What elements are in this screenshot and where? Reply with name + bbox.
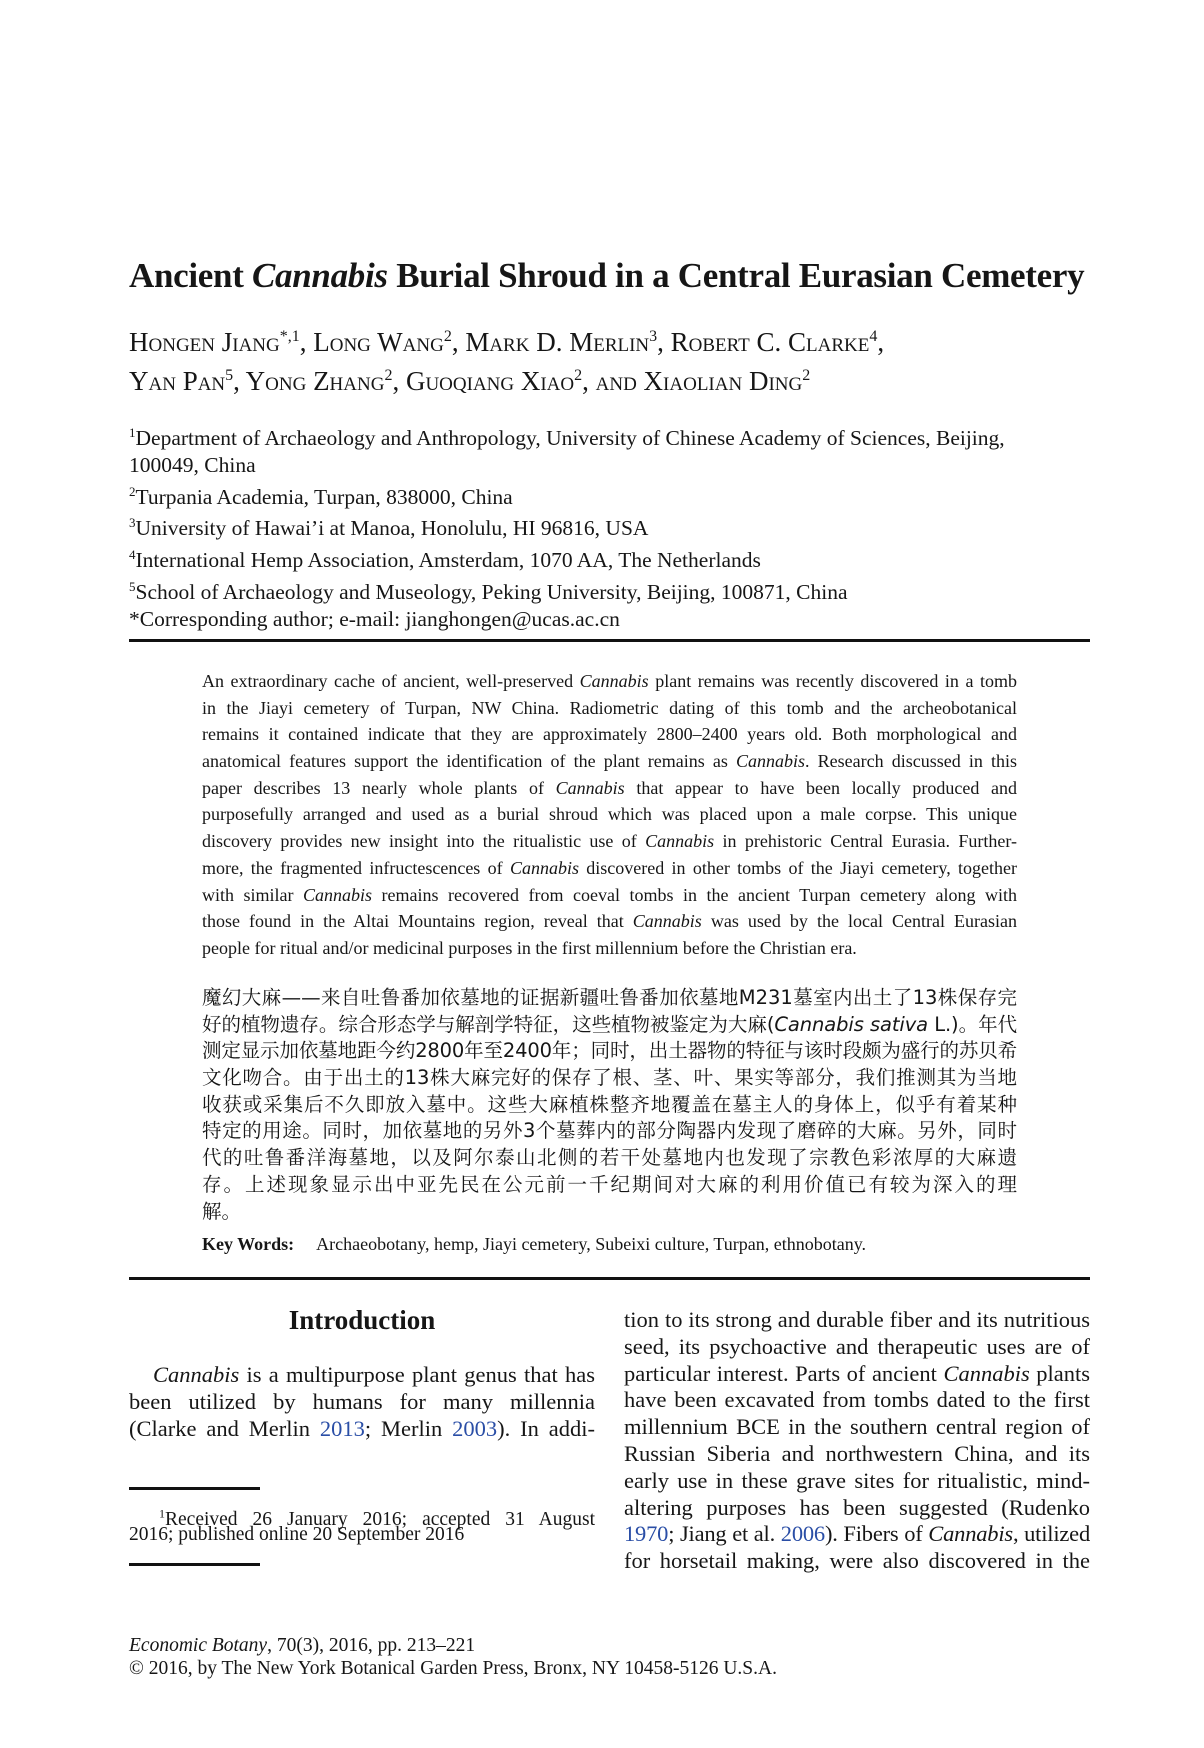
keywords-label: Key Words: bbox=[202, 1234, 295, 1254]
text: 收获或采集后不久即放入墓中。这些大麻植株整齐地覆盖在墓主人的身体上，似乎有着某种 bbox=[202, 1092, 1017, 1116]
author-affiliation-marker: 5 bbox=[225, 367, 234, 384]
text: L.)。年代 bbox=[928, 1012, 1017, 1036]
text-line bbox=[624, 1468, 1090, 1495]
text-line bbox=[129, 1362, 595, 1389]
author-separator: , bbox=[877, 327, 885, 357]
author-separator: , and bbox=[582, 366, 644, 396]
text-line bbox=[624, 1495, 1090, 1522]
italic-term: Cannabis bbox=[555, 777, 625, 798]
text: millennium BCE in the southern central region of bbox=[624, 1414, 1090, 1440]
text-line bbox=[202, 695, 1017, 722]
affiliations bbox=[129, 420, 1005, 633]
text: remains it contained indicate that they are approximately 2800–2400 years old. Both morphological and bbox=[202, 724, 1017, 745]
text: (Clarke and Merlin bbox=[129, 1415, 320, 1441]
affiliation bbox=[129, 542, 1005, 574]
text: ; Merlin bbox=[364, 1415, 453, 1441]
text: more, the fragmented infructescences of bbox=[202, 857, 510, 878]
footnote-line bbox=[129, 1502, 595, 1530]
italic-term: Cannabis bbox=[303, 884, 373, 905]
affiliation-text: School of Archaeology and Museology, Peking University, Beijing, 100871, China bbox=[135, 580, 848, 605]
text: ). Fibers of bbox=[824, 1521, 929, 1547]
abstract bbox=[202, 668, 1017, 962]
author-name: Xiaolian Ding bbox=[643, 366, 803, 396]
text: . Research discussed in this bbox=[805, 751, 1017, 772]
italic-term: Cannabis bbox=[645, 831, 715, 852]
text-line bbox=[202, 882, 1017, 909]
text: early use in these grave sites for ritualistic, mind- bbox=[624, 1467, 1090, 1493]
copyright: © 2016, by The New York Botanical Garden Press, Bronx, NY 10458-5126 U.S.A. bbox=[129, 1658, 777, 1679]
text: purposefully arranged and used as a burial shroud which was placed upon a male corpse. This unique bbox=[202, 804, 1017, 825]
author-list bbox=[129, 320, 884, 398]
text: 好的植物遗存。综合形态学与解剖学特征，这些植物被鉴定为大麻( bbox=[202, 1012, 775, 1036]
footnote-text: Received 26 January 2016; accepted 31 August bbox=[165, 1508, 595, 1530]
text: seed, its psychoactive and therapeutic uses are of bbox=[624, 1333, 1090, 1359]
affiliation-text: International Hemp Association, Amsterdam, 1070 AA, The Netherlands bbox=[135, 548, 761, 573]
text: in prehistoric Central Eurasia. Further- bbox=[714, 831, 1017, 852]
affiliation-text: University of Hawai’i at Manoa, Honolulu, HI 96816, USA bbox=[135, 516, 649, 541]
text: An extraordinary cache of ancient, well-preserved bbox=[202, 671, 580, 691]
text: 存。上述现象显示出中亚先民在公元前一千纪期间对大麻的利用价值已有较为深入的理 bbox=[202, 1172, 1017, 1196]
affiliation bbox=[129, 479, 1005, 511]
author-name: Yan Pan bbox=[129, 366, 226, 396]
text-line bbox=[202, 935, 1017, 962]
text-line bbox=[202, 985, 1017, 1012]
paper-title bbox=[129, 256, 1084, 296]
text-line bbox=[202, 828, 1017, 855]
author-name: Robert C. Clarke bbox=[670, 327, 870, 357]
text-line bbox=[202, 1172, 1017, 1199]
text-line bbox=[202, 748, 1017, 775]
text: tion to its strong and durable fiber and its nutritious bbox=[624, 1307, 1090, 1332]
title-text: Burial Shroud in a Central Eurasian Cemetery bbox=[387, 256, 1085, 295]
affiliation-text: Turpania Academia, Turpan, 838000, China bbox=[135, 484, 513, 509]
italic-term: Cannabis bbox=[943, 1360, 1030, 1386]
text: 代的吐鲁番洋海墓地，以及阿尔泰山北侧的若干处墓地内也发现了宗教色彩浓厚的大麻遗 bbox=[202, 1146, 1017, 1170]
affiliation-marker: 5 bbox=[129, 579, 136, 595]
footnote bbox=[129, 1502, 595, 1546]
author-name: Mark D. Merlin bbox=[465, 327, 650, 357]
text: that appear to have been locally produced and bbox=[624, 777, 1017, 798]
author-separator: , bbox=[233, 366, 246, 396]
text: is a multipurpose plant genus that has bbox=[239, 1362, 595, 1387]
affiliation-text: Department of Archaeology and Anthropology, University of Chinese Academy of Sciences, Beijing, bbox=[135, 426, 1005, 451]
text-line bbox=[624, 1521, 1090, 1548]
text-line bbox=[129, 1416, 595, 1443]
section-heading: Introduction bbox=[288, 1305, 436, 1335]
text-line bbox=[624, 1387, 1090, 1414]
text-line bbox=[202, 908, 1017, 935]
text: discovered in other tombs of the Jiayi cemetery, together bbox=[578, 857, 1017, 878]
italic-term: Cannabis bbox=[928, 1521, 1013, 1547]
text-line bbox=[202, 1065, 1017, 1092]
text: 文化吻合。由于出土的13株大麻完好的保存了根、茎、叶、果实等部分，我们推测其为当地 bbox=[202, 1066, 1017, 1090]
footnote-rule bbox=[129, 1487, 260, 1490]
text-line bbox=[202, 1145, 1017, 1172]
text-line bbox=[202, 1012, 1017, 1039]
text: people for ritual and/or medicinal purposes in the first millennium before the Christian era. bbox=[202, 937, 857, 958]
italic-term: Cannabis sativa bbox=[774, 1012, 929, 1036]
affiliation-text: 100049, China bbox=[129, 452, 256, 477]
author-name: Long Wang bbox=[313, 327, 444, 357]
text-line bbox=[202, 1199, 1017, 1226]
text-line bbox=[202, 775, 1017, 802]
author-line bbox=[129, 359, 884, 398]
affiliation-marker: 4 bbox=[129, 547, 136, 563]
citation-link[interactable]: 2003 bbox=[452, 1415, 498, 1441]
footnote-rule bbox=[129, 1563, 260, 1566]
citation-link[interactable]: 1970 bbox=[624, 1521, 669, 1547]
text: 特定的用途。同时，加依墓地的另外3个墓葬内的部分陶器内发现了磨碎的大麻。另外，同时 bbox=[202, 1119, 1017, 1143]
text: ). In addi- bbox=[497, 1415, 595, 1441]
text: with similar bbox=[202, 884, 304, 905]
keywords bbox=[202, 1234, 866, 1255]
text: plant remains was recently discovered in a tomb bbox=[648, 671, 1017, 691]
author-affiliation-marker: 2 bbox=[574, 367, 583, 384]
author-separator: , bbox=[299, 327, 314, 357]
author-affiliation-marker: 3 bbox=[649, 328, 658, 345]
text-line bbox=[202, 1118, 1017, 1145]
text: 解。 bbox=[202, 1199, 242, 1223]
divider bbox=[129, 1277, 1090, 1280]
text-line bbox=[624, 1361, 1090, 1388]
citation-link[interactable]: 2006 bbox=[780, 1521, 825, 1547]
text: paper describes 13 nearly whole plants of bbox=[202, 777, 556, 798]
text: particular interest. Parts of ancient bbox=[624, 1360, 944, 1386]
text: anatomical features support the identification of the plant remains as bbox=[202, 751, 737, 772]
text: 魔幻大麻——来自吐鲁番加依墓地的证据新疆吐鲁番加依墓地M231墓室内出土了13株保存完 bbox=[202, 986, 1017, 1009]
text-line bbox=[624, 1441, 1090, 1468]
text: been utilized by humans for many millennia bbox=[129, 1388, 595, 1414]
author-affiliation-marker: *,1 bbox=[279, 328, 300, 345]
author-affiliation-marker: 2 bbox=[443, 328, 452, 345]
author-name: Guoqiang Xiao bbox=[405, 366, 575, 396]
text: Russian Siberia and northwestern China, and its bbox=[624, 1440, 1090, 1466]
text: in the Jiayi cemetery of Turpan, NW China. Radiometric dating of this tomb and the archeobotanical bbox=[202, 697, 1017, 718]
affiliation bbox=[129, 574, 1005, 606]
chinese-abstract bbox=[202, 985, 1017, 1225]
affiliation bbox=[129, 510, 1005, 542]
journal-footer bbox=[129, 1634, 777, 1680]
affiliation bbox=[129, 606, 1005, 633]
text: 测定显示加依墓地距今约2800年至2400年；同时，出土器物的特征与该时段颇为盛行的苏贝希 bbox=[202, 1039, 1017, 1063]
affiliation-text: *Corresponding author; e-mail: jianghongen@ucas.ac.cn bbox=[129, 607, 620, 631]
text-line bbox=[624, 1334, 1090, 1361]
italic-term: Cannabis bbox=[579, 671, 649, 691]
text: for horsetail making, were also discovered in the bbox=[624, 1548, 1090, 1574]
author-separator: , bbox=[657, 327, 671, 357]
text-line bbox=[202, 855, 1017, 882]
left-column bbox=[129, 1362, 595, 1442]
text-line bbox=[202, 801, 1017, 828]
affiliation bbox=[129, 420, 1005, 452]
affiliation bbox=[129, 452, 1005, 479]
text: those found in the Altai Mountains region, reveal that bbox=[202, 911, 633, 932]
title-text: Ancient bbox=[129, 256, 253, 295]
author-name: Hongen Jiang bbox=[129, 327, 280, 357]
citation-link[interactable]: 2013 bbox=[319, 1415, 365, 1441]
author-affiliation-marker: 2 bbox=[802, 367, 811, 384]
author-affiliation-marker: 2 bbox=[384, 367, 393, 384]
text-line bbox=[624, 1548, 1090, 1575]
italic-term: Cannabis bbox=[736, 751, 806, 772]
text-line bbox=[202, 668, 1017, 695]
text-line bbox=[129, 1389, 595, 1416]
italic-term: Cannabis bbox=[632, 911, 702, 932]
italic-term: Cannabis bbox=[509, 857, 579, 878]
text: remains recovered from coeval tombs in the ancient Turpan cemetery along with bbox=[372, 884, 1017, 905]
keywords-text: Archaeobotany, hemp, Jiayi cemetery, Subeixi culture, Turpan, ethnobotany. bbox=[316, 1234, 867, 1254]
right-column bbox=[624, 1307, 1090, 1575]
author-affiliation-marker: 4 bbox=[869, 328, 878, 345]
text-line bbox=[624, 1414, 1090, 1441]
title-italic: Cannabis bbox=[252, 256, 388, 295]
text-line bbox=[202, 1092, 1017, 1119]
text: have been excavated from tombs dated to the first bbox=[624, 1387, 1090, 1413]
text: altering purposes has been suggested (Rudenko bbox=[624, 1494, 1090, 1520]
author-separator: , bbox=[451, 327, 466, 357]
text: ; Jiang et al. bbox=[668, 1521, 781, 1547]
text: plants bbox=[1029, 1360, 1090, 1386]
author-name: Yong Zhang bbox=[245, 366, 385, 396]
footnote-text: 2016; published online 20 September 2016 bbox=[129, 1524, 465, 1545]
journal-name: Economic Botany bbox=[129, 1635, 268, 1656]
text-line bbox=[202, 721, 1017, 748]
author-line bbox=[129, 320, 884, 359]
divider bbox=[129, 639, 1090, 642]
text-line bbox=[624, 1307, 1090, 1334]
text: discovery provides new insight into the ritualistic use of bbox=[202, 831, 646, 852]
affiliation-marker: 1 bbox=[129, 425, 136, 440]
text-line bbox=[202, 1038, 1017, 1065]
affiliation-marker: 3 bbox=[129, 515, 136, 531]
footnote-marker: 1 bbox=[159, 1506, 165, 1520]
author-separator: , bbox=[392, 366, 406, 396]
text: was used by the local Central Eurasian bbox=[701, 911, 1017, 932]
affiliation-marker: 2 bbox=[129, 483, 136, 499]
text: , utilized bbox=[1012, 1521, 1091, 1547]
citation: , 70(3), 2016, pp. 213–221 bbox=[267, 1635, 476, 1656]
italic-term: Cannabis bbox=[153, 1362, 240, 1387]
